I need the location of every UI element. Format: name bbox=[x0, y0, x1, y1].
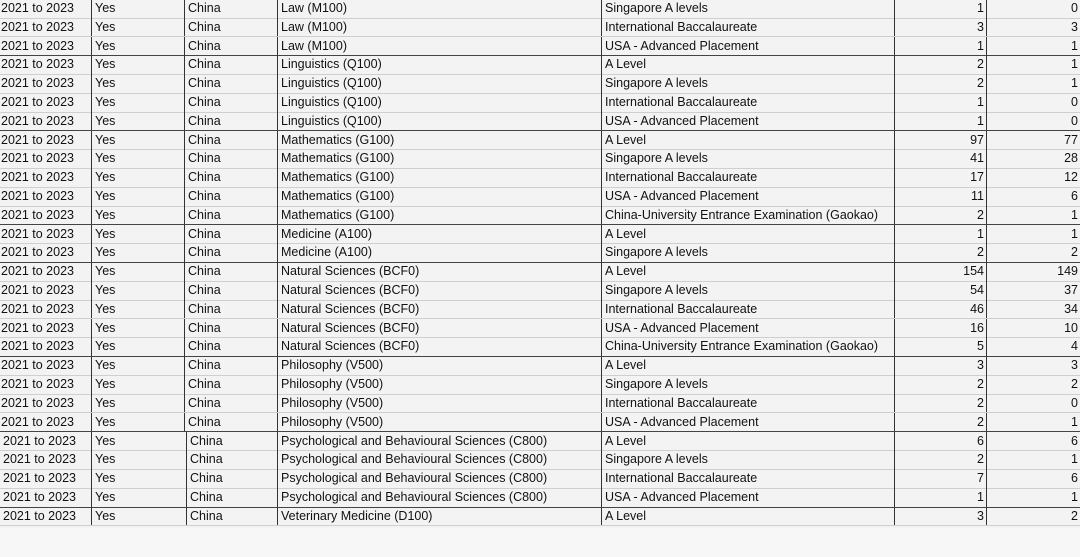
cell-flag: Yes bbox=[91, 375, 184, 394]
cell-country: China bbox=[184, 225, 277, 244]
cell-qualification: A Level bbox=[601, 131, 894, 150]
table-row bbox=[0, 300, 1080, 320]
cell-applications: 2 bbox=[894, 450, 986, 469]
cell-course: Mathematics (G100) bbox=[277, 187, 601, 206]
cell-course: Mathematics (G100) bbox=[277, 206, 601, 225]
cell-course: Mathematics (G100) bbox=[277, 149, 601, 168]
cell-flag: Yes bbox=[91, 469, 186, 488]
cell-applications: 11 bbox=[894, 187, 986, 206]
table-row bbox=[0, 488, 1080, 508]
cell-qualification: International Baccalaureate bbox=[601, 469, 894, 488]
cell-applications: 1 bbox=[894, 112, 986, 131]
cell-course: Law (M100) bbox=[277, 18, 601, 37]
cell-offers: 34 bbox=[986, 300, 1080, 319]
cell-applications: 2 bbox=[894, 74, 986, 93]
cell-country: China bbox=[186, 488, 277, 507]
cell-qualification: A Level bbox=[601, 507, 894, 526]
cell-country: China bbox=[184, 319, 277, 338]
cell-applications: 54 bbox=[894, 281, 986, 300]
cell-country: China bbox=[184, 337, 277, 356]
cell-flag: Yes bbox=[91, 432, 186, 451]
cell-applications: 1 bbox=[894, 225, 986, 244]
cell-qualification: USA - Advanced Placement bbox=[601, 187, 894, 206]
table-row bbox=[0, 93, 1080, 113]
cell-course: Natural Sciences (BCF0) bbox=[277, 319, 601, 338]
cell-years: 2021 to 2023 bbox=[1, 245, 74, 260]
cell-course: Veterinary Medicine (D100) bbox=[277, 507, 601, 526]
cell-country: China bbox=[186, 469, 277, 488]
cell-offers: 2 bbox=[986, 375, 1080, 394]
cell-country: China bbox=[186, 432, 277, 451]
cell-course: Law (M100) bbox=[277, 0, 601, 18]
cell-flag: Yes bbox=[91, 18, 184, 37]
cell-qualification: A Level bbox=[601, 55, 894, 74]
cell-years: 2021 to 2023 bbox=[1, 38, 74, 53]
cell-flag: Yes bbox=[91, 187, 184, 206]
cell-qualification: Singapore A levels bbox=[601, 281, 894, 300]
cell-course: Natural Sciences (BCF0) bbox=[277, 281, 601, 300]
cell-offers: 1 bbox=[986, 55, 1080, 74]
cell-applications: 2 bbox=[894, 394, 986, 413]
cell-years: 2021 to 2023 bbox=[3, 452, 76, 467]
cell-qualification: USA - Advanced Placement bbox=[601, 413, 894, 432]
table-row bbox=[0, 262, 1080, 282]
empty-page-area bbox=[0, 528, 1080, 557]
cell-years: 2021 to 2023 bbox=[1, 76, 74, 91]
cell-years: 2021 to 2023 bbox=[1, 113, 74, 128]
cell-qualification: International Baccalaureate bbox=[601, 93, 894, 112]
cell-country: China bbox=[184, 168, 277, 187]
cell-country: China bbox=[184, 356, 277, 375]
cell-applications: 2 bbox=[894, 413, 986, 432]
cell-course: Natural Sciences (BCF0) bbox=[277, 337, 601, 356]
cell-offers: 1 bbox=[986, 413, 1080, 432]
cell-qualification: Singapore A levels bbox=[601, 450, 894, 469]
table-row bbox=[0, 149, 1080, 169]
cell-country: China bbox=[184, 37, 277, 56]
cell-applications: 7 bbox=[894, 469, 986, 488]
cell-applications: 1 bbox=[894, 93, 986, 112]
cell-country: China bbox=[184, 413, 277, 432]
cell-qualification: USA - Advanced Placement bbox=[601, 319, 894, 338]
table-row bbox=[0, 450, 1080, 470]
cell-applications: 3 bbox=[894, 507, 986, 526]
cell-flag: Yes bbox=[91, 37, 184, 56]
cell-qualification: International Baccalaureate bbox=[601, 394, 894, 413]
table-row bbox=[0, 18, 1080, 38]
cell-years: 2021 to 2023 bbox=[1, 377, 74, 391]
cell-years: 2021 to 2023 bbox=[1, 395, 74, 410]
cell-qualification: A Level bbox=[601, 432, 894, 451]
table-row bbox=[0, 394, 1080, 414]
cell-years: 2021 to 2023 bbox=[3, 489, 76, 504]
cell-applications: 154 bbox=[894, 262, 986, 281]
cell-country: China bbox=[184, 375, 277, 394]
cell-course: Law (M100) bbox=[277, 37, 601, 56]
cell-course: Natural Sciences (BCF0) bbox=[277, 262, 601, 281]
table-row bbox=[0, 206, 1080, 226]
cell-country: China bbox=[184, 112, 277, 131]
cell-flag: Yes bbox=[91, 394, 184, 413]
table-row bbox=[0, 187, 1080, 207]
cell-years: 2021 to 2023 bbox=[1, 189, 74, 203]
cell-course: Psychological and Behavioural Sciences (C800) bbox=[277, 469, 601, 488]
cell-country: China bbox=[184, 93, 277, 112]
table-row bbox=[0, 356, 1080, 376]
cell-applications: 41 bbox=[894, 149, 986, 168]
cell-offers: 4 bbox=[986, 337, 1080, 356]
cell-years: 2021 to 2023 bbox=[1, 283, 74, 297]
cell-course: Philosophy (V500) bbox=[277, 413, 601, 432]
table-row bbox=[0, 225, 1080, 245]
cell-flag: Yes bbox=[91, 0, 184, 18]
cell-qualification: Singapore A levels bbox=[601, 149, 894, 168]
cell-years: 2021 to 2023 bbox=[1, 1, 74, 15]
table-row bbox=[0, 375, 1080, 395]
cell-course: Medicine (A100) bbox=[277, 225, 601, 244]
cell-flag: Yes bbox=[91, 507, 186, 526]
cell-flag: Yes bbox=[91, 131, 184, 150]
table-row bbox=[0, 432, 1080, 452]
cell-applications: 2 bbox=[894, 55, 986, 74]
cell-applications: 2 bbox=[894, 243, 986, 262]
cell-flag: Yes bbox=[91, 319, 184, 338]
table-row bbox=[0, 168, 1080, 188]
cell-years: 2021 to 2023 bbox=[1, 151, 74, 166]
cell-country: China bbox=[184, 74, 277, 93]
cell-offers: 1 bbox=[986, 225, 1080, 244]
cell-course: Medicine (A100) bbox=[277, 243, 601, 262]
table-row bbox=[0, 74, 1080, 94]
cell-country: China bbox=[186, 450, 277, 469]
cell-offers: 6 bbox=[986, 187, 1080, 206]
cell-course: Linguistics (Q100) bbox=[277, 93, 601, 112]
cell-applications: 5 bbox=[894, 337, 986, 356]
cell-course: Philosophy (V500) bbox=[277, 356, 601, 375]
table-row bbox=[0, 37, 1080, 57]
cell-years: 2021 to 2023 bbox=[1, 207, 74, 222]
cell-flag: Yes bbox=[91, 112, 184, 131]
cell-applications: 46 bbox=[894, 300, 986, 319]
cell-flag: Yes bbox=[91, 413, 184, 432]
table-row bbox=[0, 319, 1080, 339]
cell-offers: 10 bbox=[986, 319, 1080, 338]
cell-course: Linguistics (Q100) bbox=[277, 55, 601, 74]
table-row bbox=[0, 55, 1080, 75]
cell-flag: Yes bbox=[91, 225, 184, 244]
cell-offers: 12 bbox=[986, 168, 1080, 187]
cell-qualification: International Baccalaureate bbox=[601, 18, 894, 37]
cell-years: 2021 to 2023 bbox=[1, 170, 74, 185]
cell-applications: 17 bbox=[894, 168, 986, 187]
cell-offers: 149 bbox=[986, 262, 1080, 281]
cell-country: China bbox=[184, 149, 277, 168]
table-row bbox=[0, 507, 1080, 527]
cell-applications: 3 bbox=[894, 356, 986, 375]
cell-course: Natural Sciences (BCF0) bbox=[277, 300, 601, 319]
cell-qualification: China-University Entrance Examination (Gaokao) bbox=[601, 337, 894, 356]
cell-offers: 0 bbox=[986, 394, 1080, 413]
cell-course: Psychological and Behavioural Sciences (C800) bbox=[277, 432, 601, 451]
cell-offers: 1 bbox=[986, 488, 1080, 507]
cell-applications: 2 bbox=[894, 375, 986, 394]
cell-flag: Yes bbox=[91, 281, 184, 300]
cell-years: 2021 to 2023 bbox=[1, 358, 74, 373]
cell-qualification: A Level bbox=[601, 356, 894, 375]
cell-country: China bbox=[184, 187, 277, 206]
cell-years: 2021 to 2023 bbox=[1, 414, 74, 429]
table-row bbox=[0, 0, 1080, 19]
table-row bbox=[0, 337, 1080, 357]
cell-years: 2021 to 2023 bbox=[3, 433, 76, 448]
cell-flag: Yes bbox=[91, 488, 186, 507]
cell-country: China bbox=[184, 300, 277, 319]
cell-offers: 0 bbox=[986, 0, 1080, 18]
cell-applications: 6 bbox=[894, 432, 986, 451]
cell-flag: Yes bbox=[91, 93, 184, 112]
cell-offers: 37 bbox=[986, 281, 1080, 300]
cell-years: 2021 to 2023 bbox=[1, 320, 74, 335]
cell-offers: 6 bbox=[986, 469, 1080, 488]
cell-course: Linguistics (Q100) bbox=[277, 74, 601, 93]
cell-years: 2021 to 2023 bbox=[1, 301, 74, 316]
table-row bbox=[0, 131, 1080, 151]
cell-country: China bbox=[184, 131, 277, 150]
cell-years: 2021 to 2023 bbox=[3, 471, 76, 486]
cell-qualification: A Level bbox=[601, 225, 894, 244]
cell-years: 2021 to 2023 bbox=[1, 132, 74, 147]
cell-course: Mathematics (G100) bbox=[277, 168, 601, 187]
cell-country: China bbox=[184, 394, 277, 413]
table-row bbox=[0, 243, 1080, 263]
cell-applications: 1 bbox=[894, 488, 986, 507]
table-row bbox=[0, 413, 1080, 433]
table-row bbox=[0, 112, 1080, 132]
cell-qualification: Singapore A levels bbox=[601, 243, 894, 262]
cell-flag: Yes bbox=[91, 243, 184, 262]
cell-offers: 28 bbox=[986, 149, 1080, 168]
cell-country: China bbox=[184, 55, 277, 74]
cell-flag: Yes bbox=[91, 55, 184, 74]
cell-qualification: International Baccalaureate bbox=[601, 300, 894, 319]
cell-offers: 0 bbox=[986, 112, 1080, 131]
cell-course: Psychological and Behavioural Sciences (C800) bbox=[277, 488, 601, 507]
cell-qualification: Singapore A levels bbox=[601, 375, 894, 394]
cell-course: Psychological and Behavioural Sciences (C800) bbox=[277, 450, 601, 469]
cell-years: 2021 to 2023 bbox=[1, 19, 74, 34]
cell-qualification: Singapore A levels bbox=[601, 74, 894, 93]
cell-years: 2021 to 2023 bbox=[1, 339, 74, 354]
cell-flag: Yes bbox=[91, 149, 184, 168]
cell-country: China bbox=[186, 507, 277, 526]
cell-course: Philosophy (V500) bbox=[277, 375, 601, 394]
cell-country: China bbox=[184, 206, 277, 225]
cell-offers: 1 bbox=[986, 74, 1080, 93]
cell-flag: Yes bbox=[91, 74, 184, 93]
cell-years: 2021 to 2023 bbox=[1, 57, 74, 72]
cell-qualification: USA - Advanced Placement bbox=[601, 37, 894, 56]
cell-country: China bbox=[184, 243, 277, 262]
cell-years: 2021 to 2023 bbox=[1, 264, 74, 279]
cell-course: Linguistics (Q100) bbox=[277, 112, 601, 131]
cell-offers: 2 bbox=[986, 243, 1080, 262]
cell-country: China bbox=[184, 281, 277, 300]
cell-applications: 2 bbox=[894, 206, 986, 225]
cell-offers: 1 bbox=[986, 206, 1080, 225]
cell-applications: 16 bbox=[894, 319, 986, 338]
cell-course: Philosophy (V500) bbox=[277, 394, 601, 413]
cell-flag: Yes bbox=[91, 356, 184, 375]
cell-years: 2021 to 2023 bbox=[1, 95, 74, 109]
cell-years: 2021 to 2023 bbox=[3, 508, 76, 523]
cell-qualification: A Level bbox=[601, 262, 894, 281]
table-row bbox=[0, 281, 1080, 301]
cell-offers: 3 bbox=[986, 18, 1080, 37]
cell-offers: 77 bbox=[986, 131, 1080, 150]
cell-country: China bbox=[184, 18, 277, 37]
cell-flag: Yes bbox=[91, 206, 184, 225]
cell-course: Mathematics (G100) bbox=[277, 131, 601, 150]
cell-applications: 1 bbox=[894, 37, 986, 56]
cell-offers: 6 bbox=[986, 432, 1080, 451]
cell-offers: 2 bbox=[986, 507, 1080, 526]
table-row bbox=[0, 469, 1080, 489]
cell-flag: Yes bbox=[91, 337, 184, 356]
cell-qualification: International Baccalaureate bbox=[601, 168, 894, 187]
cell-offers: 1 bbox=[986, 450, 1080, 469]
cell-offers: 3 bbox=[986, 356, 1080, 375]
cell-flag: Yes bbox=[91, 450, 186, 469]
cell-flag: Yes bbox=[91, 168, 184, 187]
cell-country: China bbox=[184, 262, 277, 281]
cell-applications: 97 bbox=[894, 131, 986, 150]
cell-flag: Yes bbox=[91, 300, 184, 319]
cell-years: 2021 to 2023 bbox=[1, 226, 74, 241]
cell-country: China bbox=[184, 0, 277, 18]
cell-qualification: China-University Entrance Examination (Gaokao) bbox=[601, 206, 894, 225]
cell-qualification: USA - Advanced Placement bbox=[601, 112, 894, 131]
cell-offers: 0 bbox=[986, 93, 1080, 112]
cell-applications: 3 bbox=[894, 18, 986, 37]
cell-qualification: Singapore A levels bbox=[601, 0, 894, 18]
cell-applications: 1 bbox=[894, 0, 986, 18]
cell-qualification: USA - Advanced Placement bbox=[601, 488, 894, 507]
cell-flag: Yes bbox=[91, 262, 184, 281]
cell-offers: 1 bbox=[986, 37, 1080, 56]
